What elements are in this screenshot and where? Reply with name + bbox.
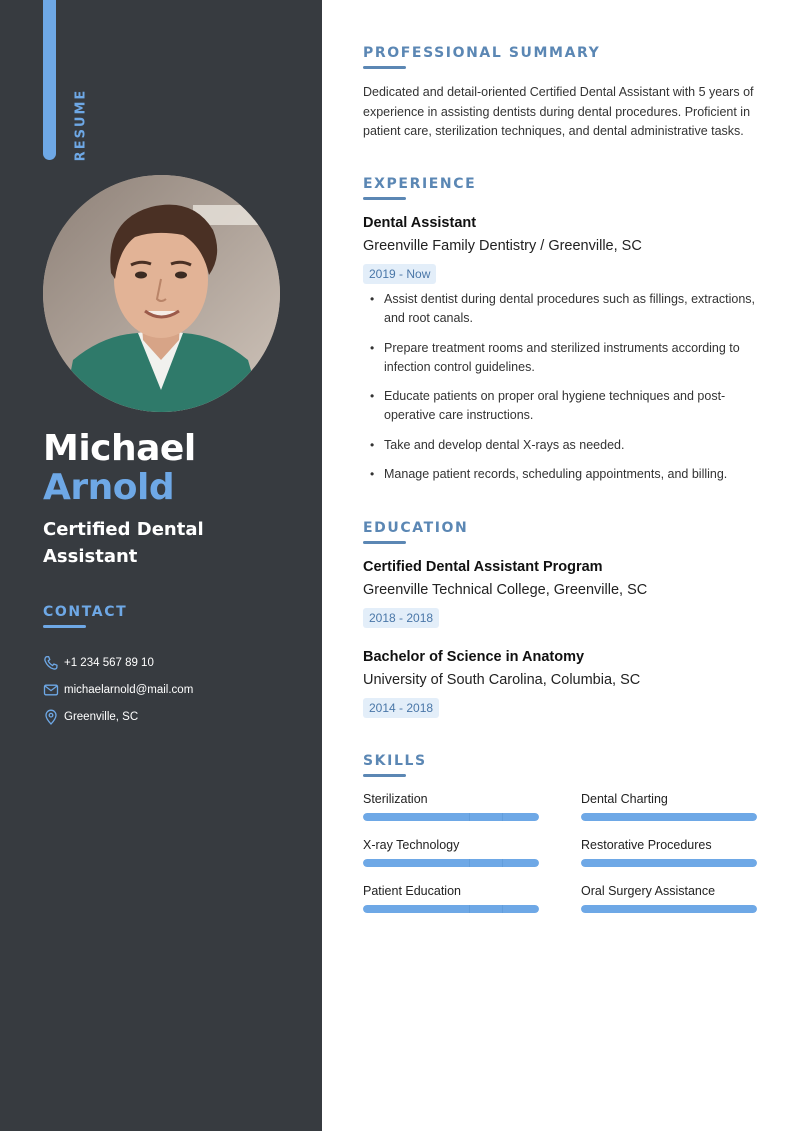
- skill-bar-track: [581, 813, 757, 821]
- skill-bar-tick: [502, 905, 503, 913]
- job-bullet: • Take and develop dental X-rays as needed.: [370, 436, 770, 455]
- skill-bar-track: [363, 813, 539, 821]
- resume-label: [68, 88, 94, 162]
- profile-photo-illustration: [43, 175, 280, 412]
- job-bullet: • Educate patients on proper oral hygiene techniques and post-operative care instructions.: [370, 387, 770, 425]
- skill-item: [363, 884, 539, 913]
- summary-heading: PROFESSIONAL SUMMARY: [363, 45, 601, 61]
- skill-bar-fill: [581, 905, 757, 913]
- contact-phone: [43, 654, 154, 672]
- summary-text: Dedicated and detail-oriented Certified Dental Assistant with 5 years of experience in assisting dentists during dental procedures. Proficient in patient care, sterilization techniques, and dental administrative tasks.: [363, 85, 754, 138]
- skill-bar-track: [363, 859, 539, 867]
- education-date-badge: 2014 - 2018: [363, 698, 439, 718]
- skill-bar-fill: [363, 813, 539, 821]
- location-text: Greenville, SC: [64, 711, 139, 723]
- skills-heading: SKILLS: [363, 753, 427, 769]
- job-company: Greenville Family Dentistry / Greenville, SC: [363, 238, 642, 254]
- skill-bar-track: [581, 905, 757, 913]
- phone-text: +1 234 567 89 10: [64, 657, 154, 669]
- skill-label: Oral Surgery Assistance: [581, 884, 716, 898]
- skill-bar-track: [581, 859, 757, 867]
- skill-bar-fill: [363, 905, 539, 913]
- contact-location: [43, 708, 138, 726]
- skill-bar-fill: [581, 859, 757, 867]
- location-pin-icon: [43, 709, 59, 725]
- education-degree: Bachelor of Science in Anatomy: [363, 649, 585, 665]
- education-heading: EDUCATION: [363, 520, 469, 536]
- education-degree: Certified Dental Assistant Program: [363, 559, 603, 575]
- skill-bar-track: [363, 905, 539, 913]
- job-bullet: • Assist dentist during dental procedures such as fillings, extractions, and root canals.: [370, 290, 770, 328]
- job-title-text: Dental Assistant: [363, 215, 477, 231]
- education-school: Greenville Technical College, Greenville, SC: [363, 582, 648, 598]
- experience-underline: [363, 197, 406, 200]
- skill-item: [581, 884, 757, 913]
- skill-item: [363, 838, 539, 867]
- skill-label: Restorative Procedures: [581, 838, 712, 852]
- skill-label: Dental Charting: [581, 792, 668, 806]
- skill-bar-tick: [502, 859, 503, 867]
- skill-item: [581, 792, 757, 821]
- resume-label-text: RESUME: [73, 88, 89, 162]
- skill-label: Patient Education: [363, 884, 461, 898]
- name-first: Michael: [43, 428, 196, 469]
- job-date-badge: 2019 - Now: [363, 264, 436, 284]
- experience-heading: EXPERIENCE: [363, 176, 477, 192]
- mail-icon: [43, 682, 59, 698]
- contact-email: [43, 681, 193, 699]
- skill-bar-fill: [363, 859, 539, 867]
- job-bullet: • Manage patient records, scheduling appointments, and billing.: [370, 465, 770, 484]
- name-last: Arnold: [43, 467, 175, 508]
- skills-underline: [363, 774, 406, 777]
- job-title: Certified Dental Assistant: [43, 519, 204, 567]
- skill-bar-fill: [581, 813, 757, 821]
- summary-underline: [363, 66, 406, 69]
- skill-label: X-ray Technology: [363, 838, 460, 852]
- skill-bar-tick: [469, 859, 470, 867]
- contact-underline: [43, 625, 86, 628]
- profile-photo: [43, 175, 280, 412]
- phone-icon: [43, 655, 59, 671]
- sidebar: [0, 0, 322, 1131]
- skill-bar-tick: [469, 813, 470, 821]
- skill-bar-tick: [502, 813, 503, 821]
- skill-label: Sterilization: [363, 792, 428, 806]
- job-bullets: [370, 290, 770, 495]
- education-school: University of South Carolina, Columbia, SC: [363, 672, 641, 688]
- skill-bar-tick: [469, 905, 470, 913]
- education-date-badge: 2018 - 2018: [363, 608, 439, 628]
- job-bullet: • Prepare treatment rooms and sterilized instruments according to infection control guidelines.: [370, 339, 770, 377]
- contact-heading: CONTACT: [43, 604, 128, 620]
- education-underline: [363, 541, 406, 544]
- skill-item: [581, 838, 757, 867]
- skill-item: [363, 792, 539, 821]
- accent-bar: [43, 0, 56, 160]
- email-text: michaelarnold@mail.com: [64, 684, 194, 696]
